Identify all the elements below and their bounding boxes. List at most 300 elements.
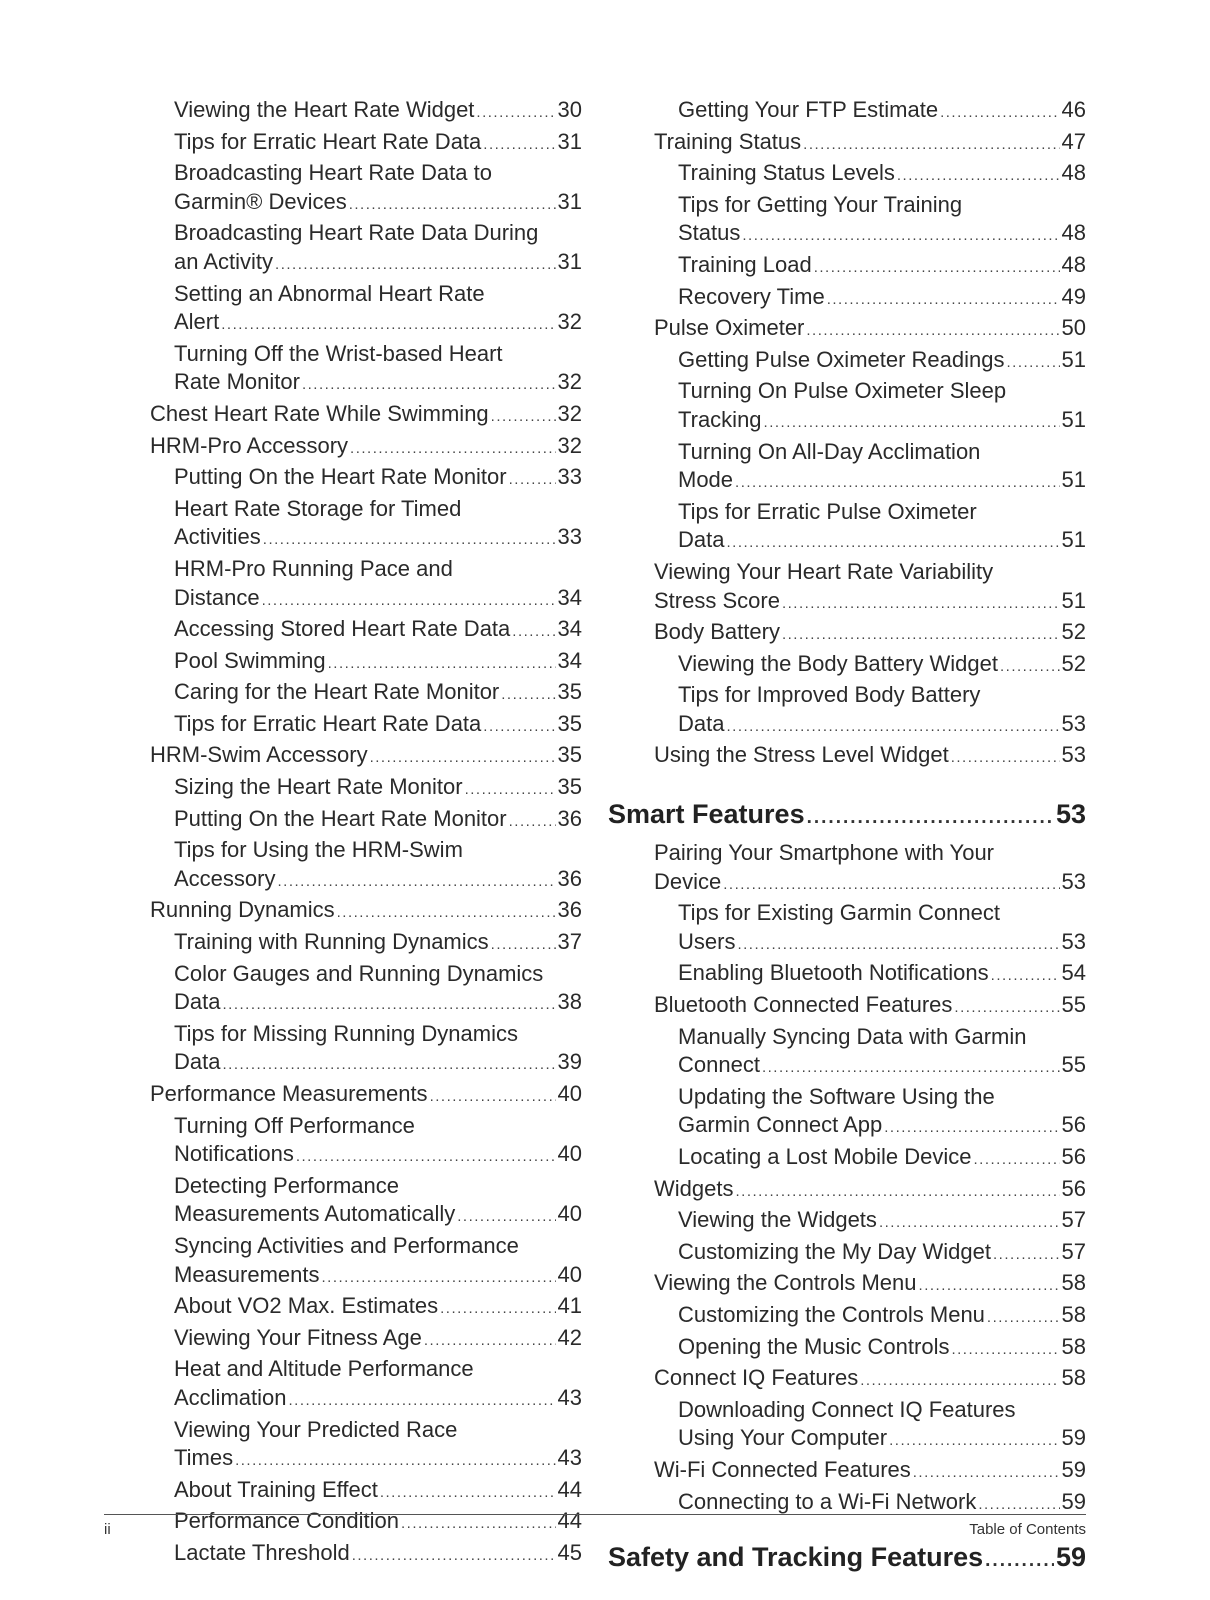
toc-page-number: 51 [1061,527,1086,553]
toc-entry-row [654,314,1086,346]
toc-entry-title: Training Status [654,128,802,154]
toc-entry[interactable] [150,615,582,647]
toc-page-number: 32 [557,400,582,426]
toc-dot-leader [483,713,555,742]
toc-entry-title-line: Viewing Your Predicted Race [174,1416,458,1442]
toc-entry-title-line: Pairing Your Smartphone with Your [654,840,995,866]
toc-entry[interactable] [608,128,1086,160]
toc-entry-row [654,741,1086,773]
toc-entry-row [678,928,1086,960]
toc-dot-leader [222,991,555,1020]
toc-entry[interactable] [608,251,1086,283]
toc-dot-leader [737,931,1059,960]
toc-page-number: 48 [1061,220,1086,246]
toc-entry-title-line: Heart Rate Storage for Timed [174,495,462,521]
toc-entry-title: Customizing the Controls Menu [678,1301,985,1327]
toc-entry-row [174,1048,582,1080]
toc-entry-title: Data [174,1049,221,1075]
toc-page-number: 35 [557,774,582,800]
toc-entry[interactable] [150,1355,582,1415]
toc-dot-leader [985,1545,1054,1577]
toc-page-number: 59 [1061,1488,1086,1514]
toc-entry-row [654,991,1086,1023]
toc-page-number: 53 [1061,928,1086,954]
toc-entry-title-line: Setting an Abnormal Heart Rate [174,280,485,306]
toc-entry-title: Times [174,1445,234,1471]
toc-dot-leader [222,1051,555,1080]
toc-page-number: 48 [1061,251,1086,277]
toc-entry-row [174,1292,582,1324]
toc-entry-row [678,1111,1086,1143]
toc-entry-row [174,928,582,960]
toc-dot-leader [884,1114,1059,1143]
toc-entry[interactable] [150,1416,582,1476]
toc-entry-title: Accessory [174,865,276,891]
toc-entry-row [174,710,582,742]
toc-entry[interactable] [150,1476,582,1508]
toc-entry-title-line: Turning On All-Day Acclimation [678,438,981,464]
toc-entry-title: Data [678,710,725,736]
toc-entry-title: Training with Running Dynamics [174,929,489,955]
toc-entry[interactable] [150,1539,582,1571]
toc-dot-leader [991,962,1060,991]
toc-entry[interactable] [608,558,1086,618]
toc-entry[interactable] [608,899,1086,959]
toc-entry[interactable] [150,159,582,219]
toc-page-number: 44 [557,1476,582,1502]
toc-entry-row [654,1456,1086,1488]
toc-entry-title-line: Turning Off Performance [174,1112,415,1138]
toc-dot-leader [764,409,1060,438]
toc-page-number: 36 [557,805,582,831]
toc-entry-title: Notifications [174,1141,294,1167]
toc-entry[interactable] [150,805,582,837]
toc-entry-title: Customizing the My Day Widget [678,1238,991,1264]
toc-page-number: 57 [1061,1238,1086,1264]
toc-entry-title-line: Tips for Improved Body Battery [678,682,981,708]
toc-page-number: 35 [557,710,582,736]
toc-entry-row [174,584,582,616]
toc-entry-title-line: Color Gauges and Running Dynamics [174,960,544,986]
toc-entry-row [678,251,1086,283]
toc-entry-title: Putting On the Heart Rate Monitor [174,464,507,490]
toc-entry-title: Locating a Lost Mobile Device [678,1144,972,1169]
toc-dot-leader [726,713,1059,742]
toc-dot-leader [954,994,1059,1023]
toc-entry[interactable] [608,959,1086,991]
toc-entry-title: Tracking [678,406,762,432]
toc-entry-row [608,798,1086,834]
toc-entry-title: Viewing Your Fitness Age [174,1324,422,1350]
toc-page-number: 59 [1055,1542,1086,1573]
toc-entry-title-line: Updating the Software Using the [678,1083,995,1109]
toc-entry-title: Activities [174,524,261,550]
toc-entry[interactable] [150,495,582,555]
toc-entry-row [678,526,1086,558]
toc-dot-leader [483,131,555,160]
toc-entry-title: Data [174,989,221,1015]
toc-left-column [150,96,582,1571]
toc-entry[interactable] [608,1396,1086,1456]
toc-entry-title-line: Heat and Altitude Performance [174,1356,474,1382]
toc-entry-title: Widgets [654,1175,734,1201]
toc-dot-leader [337,899,556,928]
toc-entry[interactable] [150,678,582,710]
toc-entry-title: Connect IQ Features [654,1365,859,1391]
toc-page-number: 34 [557,584,582,610]
toc-entry-row [678,959,1086,991]
toc-entry[interactable] [150,741,582,773]
toc-page-number: 32 [557,432,582,458]
toc-page-number: 40 [557,1201,582,1227]
toc-entry-row [150,432,582,464]
toc-page-number: 48 [1061,160,1086,186]
toc-entry-title: Distance [174,584,260,610]
toc-entry-row [174,1507,582,1539]
toc-dot-leader [235,1447,555,1476]
toc-entry-row [174,1200,582,1232]
toc-page-number: 58 [1061,1301,1086,1327]
toc-entry[interactable] [150,96,582,128]
toc-entry-title: Enabling Bluetooth Notifications [678,960,989,986]
toc-entry[interactable] [150,1172,582,1232]
toc-dot-leader [501,681,555,710]
toc-dot-leader [951,744,1060,773]
toc-entry-row [174,188,582,220]
toc-entry-title: Viewing the Heart Rate Widget [174,97,475,122]
toc-page-number: 35 [557,742,582,768]
toc-entry[interactable] [608,191,1086,251]
toc-page-number: 50 [1061,315,1086,341]
toc-entry[interactable] [608,741,1086,773]
toc-entry[interactable] [150,836,582,896]
toc-entry[interactable] [150,463,582,495]
toc-entry-title-line: Tips for Existing Garmin Connect [678,900,1000,926]
toc-entry-row [174,128,582,160]
toc-dot-leader [328,650,556,679]
toc-entry-row [174,463,582,495]
toc-page-number: 52 [1061,619,1086,645]
toc-entry-row [174,615,582,647]
toc-entry[interactable] [150,710,582,742]
toc-entry-title: Measurements Automatically [174,1201,456,1227]
toc-entry[interactable] [150,1020,582,1080]
toc-entry[interactable] [150,280,582,340]
toc-dot-leader [951,1336,1059,1365]
toc-entry[interactable] [150,400,582,432]
toc-entry-title: Sizing the Heart Rate Monitor [174,774,463,800]
toc-page-number: 34 [557,647,582,673]
toc-entry-title: Lactate Threshold [174,1539,350,1565]
toc-dot-leader [803,131,1059,160]
toc-entry-title: Safety and Tracking Features [608,1542,984,1573]
toc-entry[interactable] [150,1324,582,1356]
toc-entry-title: Device [654,868,722,894]
toc-dot-leader [322,1264,556,1293]
toc-entry[interactable] [150,1080,582,1112]
toc-dot-leader [465,776,556,805]
toc-dot-leader [987,1304,1060,1333]
toc-entry-title: Performance Measurements [150,1081,428,1106]
toc-dot-leader [735,469,1059,498]
toc-entry-title-line: HRM-Pro Running Pace and [174,555,453,581]
toc-entry[interactable] [608,618,1086,650]
toc-entry-title: Training Load [678,251,812,277]
toc-entry[interactable] [608,1269,1086,1301]
toc-entry[interactable] [608,283,1086,315]
toc-entry-title: Acclimation [174,1384,287,1410]
toc-entry-title: Smart Features [608,799,805,830]
toc-entry-title: Connecting to a Wi-Fi Network [678,1488,977,1514]
toc-entry[interactable] [150,128,582,160]
toc-entry-row [678,159,1086,191]
toc-entry[interactable] [608,1364,1086,1396]
toc-entry-row [174,1384,582,1416]
toc-dot-leader [806,317,1059,346]
toc-dot-leader [277,868,555,897]
toc-dot-leader [509,808,556,837]
toc-page-number: 30 [557,97,582,122]
toc-dot-leader [424,1327,556,1356]
toc-dot-leader [275,251,555,280]
toc-entry-row [174,678,582,710]
toc-entry-row [174,308,582,340]
toc-entry-row [174,1539,582,1571]
toc-entry-title: Opening the Music Controls [678,1333,950,1359]
toc-entry-row [654,868,1086,900]
toc-entry[interactable] [150,896,582,928]
toc-entry[interactable] [608,1083,1086,1143]
toc-entry-title: Data [678,527,725,553]
toc-dot-leader [296,1143,556,1172]
toc-entry-title-line: Tips for Erratic Pulse Oximeter [678,498,977,524]
toc-page-number: 49 [1061,283,1086,309]
toc-dot-leader [919,1272,1060,1301]
toc-entry-title: Body Battery [654,619,780,645]
toc-entry-title-line: Tips for Missing Running Dynamics [174,1020,518,1046]
toc-entry[interactable] [150,1292,582,1324]
footer-section-title: Table of Contents [969,1521,1086,1538]
toc-entry-row [678,650,1086,682]
toc-entry-title: Using the Stress Level Widget [654,742,949,768]
toc-page-number: 31 [557,188,582,214]
toc-entry[interactable] [608,377,1086,437]
toc-entry-title: Rate Monitor [174,369,300,395]
toc-page-number: 51 [1061,346,1086,372]
toc-entry[interactable] [608,438,1086,498]
toc-entry-title: Alert [174,309,220,335]
toc-entry-row [678,96,1086,128]
toc-dot-leader [430,1083,556,1112]
toc-entry[interactable] [608,1175,1086,1207]
toc-page-number: 40 [557,1081,582,1106]
toc-entry[interactable] [608,1301,1086,1333]
toc-entry-title: Connect [678,1052,760,1078]
toc-page-number: 43 [557,1384,582,1410]
toc-entry[interactable] [608,1333,1086,1365]
toc-entry[interactable] [150,928,582,960]
toc-entry-title: Bluetooth Connected Features [654,992,953,1018]
toc-entry[interactable] [150,960,582,1020]
toc-page-number: 43 [557,1445,582,1471]
toc-page-number: 36 [557,865,582,891]
toc-entry-row [678,710,1086,742]
toc-page-number: 37 [557,929,582,955]
toc-entry[interactable] [608,681,1086,741]
toc-entry[interactable] [608,159,1086,191]
toc-dot-leader [879,1209,1060,1238]
toc-page-number: 41 [557,1293,582,1319]
toc-entry[interactable] [150,219,582,279]
toc-entry-row [678,466,1086,498]
toc-entry-row [678,1301,1086,1333]
toc-entry[interactable] [150,340,582,400]
toc-entry-row [678,1333,1086,1365]
toc-dot-leader [349,191,556,220]
toc-page-number: 35 [557,679,582,705]
toc-entry-title: Accessing Stored Heart Rate Data [174,616,511,642]
toc-entry-row [174,647,582,679]
toc-page-number: 56 [1061,1112,1086,1138]
toc-entry-title: Caring for the Heart Rate Monitor [174,679,500,705]
toc-page-number: 58 [1061,1365,1086,1391]
toc-entry-row [654,1175,1086,1207]
toc-page-number: 40 [557,1261,582,1287]
toc-entry[interactable] [150,773,582,805]
toc-dot-leader [782,621,1060,650]
toc-entry-title: Viewing the Widgets [678,1207,877,1233]
toc-entry[interactable] [608,991,1086,1023]
toc-entry[interactable] [608,1143,1086,1175]
toc-entry[interactable] [608,1206,1086,1238]
toc-entry-title: Users [678,928,736,954]
toc-page-number: 52 [1061,650,1086,676]
toc-dot-leader [262,587,556,616]
toc-entry[interactable] [150,432,582,464]
toc-entry-row [678,1143,1086,1175]
toc-entry-title: Performance Condition [174,1508,400,1534]
toc-entry[interactable] [608,498,1086,558]
toc-entry-row [678,283,1086,315]
toc-entry-row [654,1269,1086,1301]
toc-entry-row [174,368,582,400]
toc-entry-title: Garmin Connect App [678,1112,883,1138]
toc-page-number: 54 [1061,960,1086,986]
toc-dot-leader [457,1203,555,1232]
toc-dot-leader [352,1542,556,1571]
toc-entry-title: HRM-Pro Accessory [150,432,349,458]
toc-page-number: 51 [1061,587,1086,613]
toc-entry-title: About Training Effect [174,1476,378,1502]
toc-entry[interactable] [150,1232,582,1292]
toc-page-number: 56 [1061,1144,1086,1169]
toc-dot-leader [723,871,1059,900]
toc-dot-leader [491,931,556,960]
toc-entry[interactable] [608,346,1086,378]
toc-dot-leader [807,802,1054,834]
toc-entry-row [678,219,1086,251]
toc-entry[interactable] [608,314,1086,346]
toc-dot-leader [726,529,1059,558]
toc-entry-title: Status [678,220,741,246]
toc-entry-row [174,1261,582,1293]
toc-entry[interactable] [608,1456,1086,1488]
toc-entry-title: Chest Heart Rate While Swimming [150,400,489,426]
toc-entry[interactable] [608,650,1086,682]
toc-entry-row [150,896,582,928]
toc-dot-leader [735,1178,1059,1207]
toc-entry-row [654,128,1086,160]
toc-page-number: 46 [1061,97,1086,122]
toc-entry-title: Garmin® Devices [174,188,347,214]
toc-dot-leader [897,162,1060,191]
toc-page-number: 32 [557,309,582,335]
toc-entry-row [678,1424,1086,1456]
toc-entry-title: Getting Pulse Oximeter Readings [678,346,1005,372]
toc-entry[interactable] [608,839,1086,899]
toc-dot-leader [913,1459,1060,1488]
toc-entry[interactable] [608,96,1086,128]
toc-entry-title: Putting On the Heart Rate Monitor [174,805,507,831]
toc-entry-row [678,1051,1086,1083]
toc-dot-leader [302,371,556,400]
toc-entry-title-line: Turning Off the Wrist-based Heart [174,340,503,366]
toc-entry-title: Viewing the Controls Menu [654,1270,917,1296]
toc-page-number: 57 [1061,1207,1086,1233]
toc-page-number: 31 [557,248,582,274]
toc-dot-leader [221,311,555,340]
toc-entry[interactable] [608,1238,1086,1270]
toc-entry-title: Recovery Time [678,283,825,309]
toc-dot-leader [370,744,556,773]
toc-dot-leader [509,466,556,495]
toc-entry-title: About VO2 Max. Estimates [174,1293,439,1319]
toc-entry-title: Getting Your FTP Estimate [678,97,939,122]
toc-entry-title-line: Viewing Your Heart Rate Variability [654,558,994,584]
toc-entry-title: an Activity [174,248,274,274]
toc-dot-leader [491,403,556,432]
toc-entry-row [654,618,1086,650]
toc-entry-row [174,248,582,280]
toc-dot-leader [827,286,1060,315]
toc-dot-leader [974,1146,1060,1175]
toc-entry-title: Mode [678,467,734,493]
toc-entry-title: Pulse Oximeter [654,315,805,341]
toc-dot-leader [440,1295,555,1324]
toc-entry[interactable] [608,1023,1086,1083]
toc-entry[interactable] [150,1112,582,1172]
toc-dot-leader [814,254,1060,283]
toc-page-number: 33 [557,524,582,550]
toc-right-column [608,96,1086,1582]
toc-chapter-heading[interactable] [608,798,1086,834]
toc-entry-title: HRM-Swim Accessory [150,742,368,768]
toc-page-number: 51 [1061,467,1086,493]
toc-entry-title: Viewing the Body Battery Widget [678,650,998,676]
toc-page-number: 51 [1061,406,1086,432]
toc-entry-row [174,1324,582,1356]
toc-entry-title-line: Broadcasting Heart Rate Data During [174,220,539,246]
toc-entry[interactable] [150,1507,582,1539]
toc-entry[interactable] [150,555,582,615]
toc-entry[interactable] [150,647,582,679]
toc-entry-title: Using Your Computer [678,1425,888,1451]
toc-page-number: 39 [557,1049,582,1075]
toc-page-number: 36 [557,897,582,923]
toc-dot-leader [1000,653,1060,682]
toc-page-number: 38 [557,989,582,1015]
toc-chapter-heading[interactable] [608,1541,1086,1577]
